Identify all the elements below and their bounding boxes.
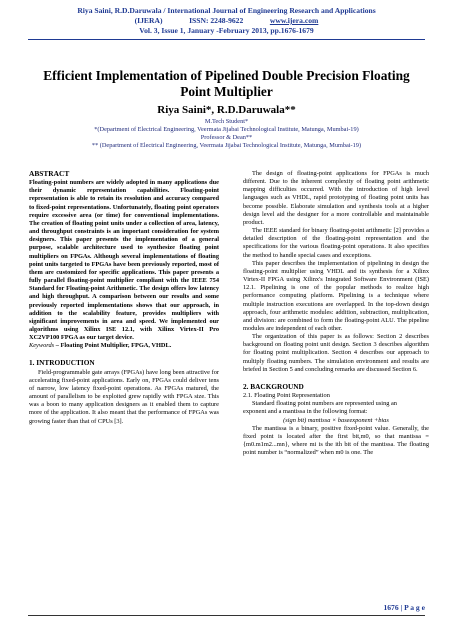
right-paragraph-3: This paper describes the implementation of pipelining in design the floating-point multiplier using VHDL and its synthesis for a Xilinx Virtex-II FPGA using Xilinx's Integrated Software Environment (ISE) 12.1. Pipelining is one of the popular methods to realize high performance computing platform. Pipelining is a technique where multiple instruction executions are overlapped. In the top-down design approach, four arithmetic modules: addition, subtraction, multiplication, and division: are combined to form the floating-point ALU. The pipeline modules are independent of each other. bbox=[243, 259, 429, 332]
right-paragraph-5b: exponent and a mantissa in the following format: bbox=[243, 408, 368, 416]
right-paragraph-1: The design of floating-point applications for FPGAs is much different. Due to the inherent complexity of floating point arithmetic mapping difficulties occurred. With the introduction of high level languages such as VHDL, rapid prototyping of floating point units has become possible. Elaborate simulation and synthesis tools at a higher design level aid the designer for a more controllable and maintainable product. bbox=[243, 170, 429, 226]
journal-header-line1: Riya Saini, R.D.Daruwala / International Journal of Engineering Research and Applications bbox=[77, 6, 376, 15]
header-rule bbox=[28, 39, 425, 40]
right-paragraph-4: The organization of this paper is as follows: Section 2 describes background on floating point unit design. Section 3 describes algorithm for floating point multiplication. Section 4 describes our approach to multiply floating numbers. The simulation environment and results are briefed in Section 5 and concluding remarks are discussed Section 6. bbox=[243, 333, 429, 373]
journal-url-link[interactable]: www.ijera.com bbox=[269, 16, 319, 25]
journal-header-line2 bbox=[0, 16, 453, 26]
section-1-heading: 1. INTRODUCTION bbox=[29, 358, 95, 368]
right-paragraph-5: Standard floating point numbers are represented using an bbox=[252, 400, 397, 408]
keywords-text: – Floating Point Multiplier, FPGA, VHDL. bbox=[54, 342, 172, 350]
right-column bbox=[243, 170, 429, 457]
formula: (sign bit) mantissa × baseexponent +bias bbox=[283, 416, 389, 424]
affiliation-2: *(Department of Electrical Engineering, Veermata Jijabai Technological Institute, Matunga, Mumbai-19) bbox=[94, 126, 359, 133]
keywords bbox=[29, 342, 219, 350]
paper-authors: Riya Saini*, R.D.Daruwala** bbox=[157, 104, 296, 116]
journal-abbrev: (IJERA) bbox=[134, 16, 163, 25]
right-paragraph-2: The IEEE standard for binary floating-point arithmetic [2] provides a detailed description of the floating-point representation and the specifications for the various floating-point operations. It also specifies the method to handle special cases and exceptions. bbox=[243, 227, 429, 259]
journal-issn: ISSN: 2248-9622 bbox=[189, 16, 244, 25]
section-2-heading: 2. BACKGROUND bbox=[243, 381, 304, 391]
affiliation-4: ** (Department of Electrical Engineering, Veermata Jijabai Technological Institute, Matunga, Mumbai-19) bbox=[91, 142, 362, 149]
left-column bbox=[29, 170, 219, 426]
paper-title: Efficient Implementation of Pipelined Double Precision Floating Point Multiplier bbox=[43, 68, 410, 99]
affiliation-3: Professor & Dean** bbox=[200, 134, 253, 141]
footer-rule bbox=[28, 615, 425, 616]
section-1-body: Field-programmable gate arrays (FPGAs) have long been attractive for accelerating fixed-point applications. Early on, FPGAs could deliver tens of narrow, low latency fixed-point operations. As FPGAs matured, the amount of parallelism to be exploited grew rapidly with FPGA size. This was a boon to many application designers as it enabled them to capture more of the application. It also meant that the performance of FPGAs was growing faster than that of CPUs [3]. bbox=[29, 368, 219, 425]
page-number: 1676 | P a g e bbox=[383, 603, 425, 612]
journal-header-line3: Vol. 3, Issue 1, January -February 2013, pp.1676-1679 bbox=[139, 26, 314, 35]
right-paragraph-6: The mantissa is a binary, positive fixed-point value. Generally, the fixed point is located after the first bit,m0, so that mantissa = {m0.m1m2...mn}, where mi is the ith bit of the mantissa. The floating point number is “normalized” when m0 is one. The bbox=[243, 424, 429, 457]
abstract-body: Floating-point numbers are widely adopted in many applications due their dynamic representation capabilities. Floating-point representation is able to retain its resolution and accuracy compared to fixed-point representations. Unfortunately, floating point operators require excessive area (or time) for conventional implementations. The creation of floating point units under a collection of area, latency, and throughput constraints is an important consideration for system designers. This paper presents the implementation of a general purpose, scalable architecture used to synthesize floating point multipliers on FPGAs. Although several implementations of floating point units targeted to FPGAs have been previously reported, most of them are customized for specific applications. This paper presents a fully parallel floating-point multiplier compliant with the IEEE 754 Standard for Floating-point Arithmetic. The design offers low latency and high throughput. A comparison between our results and some previously reported implementations shows that our approach, in addition to the scalability feature, provides multipliers with significant improvements in area and speed. We implemented our algorithms using Xilinx ISE 12.1, with Xilinx Virtex-II Pro XC2VP100 FPGA as our target device. bbox=[29, 179, 219, 342]
affiliation-1: M.Tech Student* bbox=[204, 118, 249, 125]
keywords-label: Keywords bbox=[29, 342, 55, 350]
subsection-2-1-heading: 2.1. Floating Point Representation bbox=[243, 392, 330, 400]
abstract-heading: ABSTRACT bbox=[29, 169, 70, 178]
